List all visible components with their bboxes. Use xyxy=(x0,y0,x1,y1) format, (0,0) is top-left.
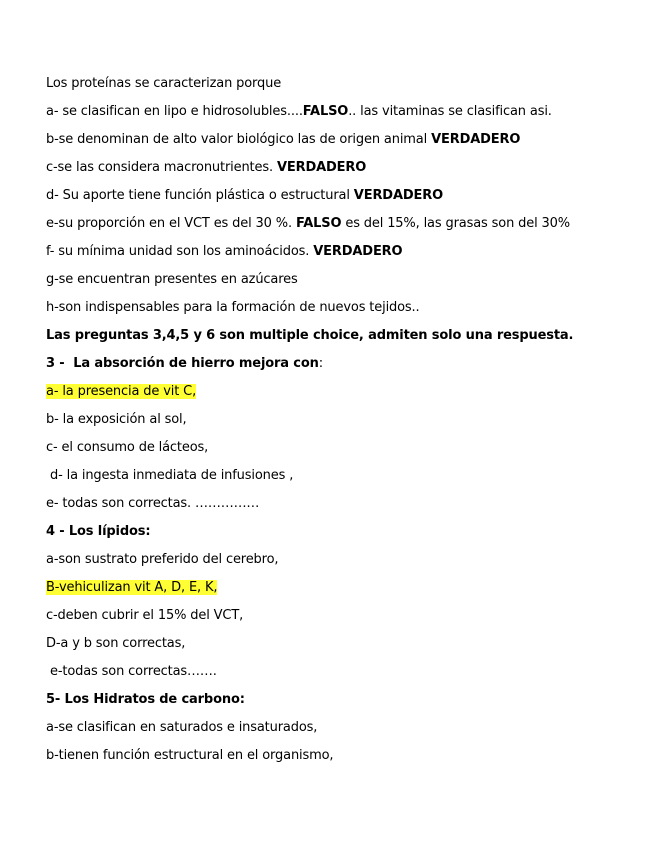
q3-option-d xyxy=(46,467,293,484)
statement-g xyxy=(46,271,298,288)
line-text: e- todas son correctas. …………… xyxy=(46,496,260,511)
question-5-title xyxy=(46,691,245,708)
line-text: a-son sustrato preferido del cerebro, xyxy=(46,552,279,567)
question-intro xyxy=(46,75,281,92)
line-text: b-tienen función estructural en el organismo, xyxy=(46,748,334,763)
instructions-heading xyxy=(46,327,573,344)
highlighted-answer: a- la presencia de vit C, xyxy=(46,384,197,399)
question-title: 3 - La absorción de hierro mejora con xyxy=(46,356,319,371)
statement-h xyxy=(46,299,420,316)
answer-verdadero: VERDADERO xyxy=(353,188,443,203)
line-text: c-deben cubrir el 15% del VCT, xyxy=(46,608,244,623)
line-text: b- la exposición al sol, xyxy=(46,412,187,427)
line-text: d- Su aporte tiene función plástica o estructural xyxy=(46,188,354,203)
line-text: Las preguntas 3,4,5 y 6 son multiple choice, admiten solo una respuesta. xyxy=(46,328,574,343)
line-text: e-todas son correctas……. xyxy=(46,664,217,679)
answer-note: .. las vitaminas se clasifican asi. xyxy=(348,104,552,119)
answer-verdadero: VERDADERO xyxy=(276,160,367,175)
q3-option-e xyxy=(46,495,259,512)
line-text: Los proteínas se caracterizan porque xyxy=(46,76,282,91)
line-text: g-se encuentran presentes en azúcares xyxy=(46,272,298,287)
line-text: D-a y b son correctas, xyxy=(46,636,186,651)
q4-option-d xyxy=(46,635,185,652)
line-text: : xyxy=(318,356,323,371)
answer-falso: FALSO xyxy=(302,104,349,119)
line-text: f- su mínima unidad son los aminoácidos. xyxy=(46,244,314,259)
statement-f xyxy=(46,243,402,260)
statement-e xyxy=(46,215,570,232)
q5-option-a xyxy=(46,719,317,736)
q4-option-e xyxy=(46,663,217,680)
q4-option-c xyxy=(46,607,243,624)
question-title: 4 - Los lípidos: xyxy=(46,524,151,539)
line-text: a- se clasifican en lipo e hidrosolubles.... xyxy=(46,104,303,119)
line-text: c-se las considera macronutrientes. xyxy=(46,160,277,175)
statement-c xyxy=(46,159,366,176)
question-4-title xyxy=(46,523,150,540)
statement-b xyxy=(46,131,520,148)
line-text: h-son indispensables para la formación de nuevos tejidos.. xyxy=(46,300,420,315)
q5-option-b xyxy=(46,747,333,764)
highlighted-answer: B-vehiculizan vit A, D, E, K, xyxy=(46,580,218,595)
statement-d xyxy=(46,187,443,204)
question-3-title xyxy=(46,355,323,372)
statement-a xyxy=(46,103,552,120)
line-text: d- la ingesta inmediata de infusiones , xyxy=(46,468,294,483)
answer-note: es del 15%, las grasas son del 30% xyxy=(341,216,570,231)
q3-option-b xyxy=(46,411,187,428)
line-text: e-su proporción en el VCT es del 30 %. xyxy=(46,216,296,231)
q4-option-b xyxy=(46,579,217,596)
answer-falso: FALSO xyxy=(295,216,342,231)
line-text: b-se denominan de alto valor biológico las de origen animal xyxy=(46,132,432,147)
line-text: c- el consumo de lácteos, xyxy=(46,440,209,455)
q3-option-a xyxy=(46,383,196,400)
answer-verdadero: VERDADERO xyxy=(313,244,403,259)
line-text: a-se clasifican en saturados e insaturados, xyxy=(46,720,318,735)
q4-option-a xyxy=(46,551,278,568)
answer-verdadero: VERDADERO xyxy=(431,132,521,147)
question-title: 5- Los Hidratos de carbono: xyxy=(46,692,245,707)
q3-option-c xyxy=(46,439,208,456)
